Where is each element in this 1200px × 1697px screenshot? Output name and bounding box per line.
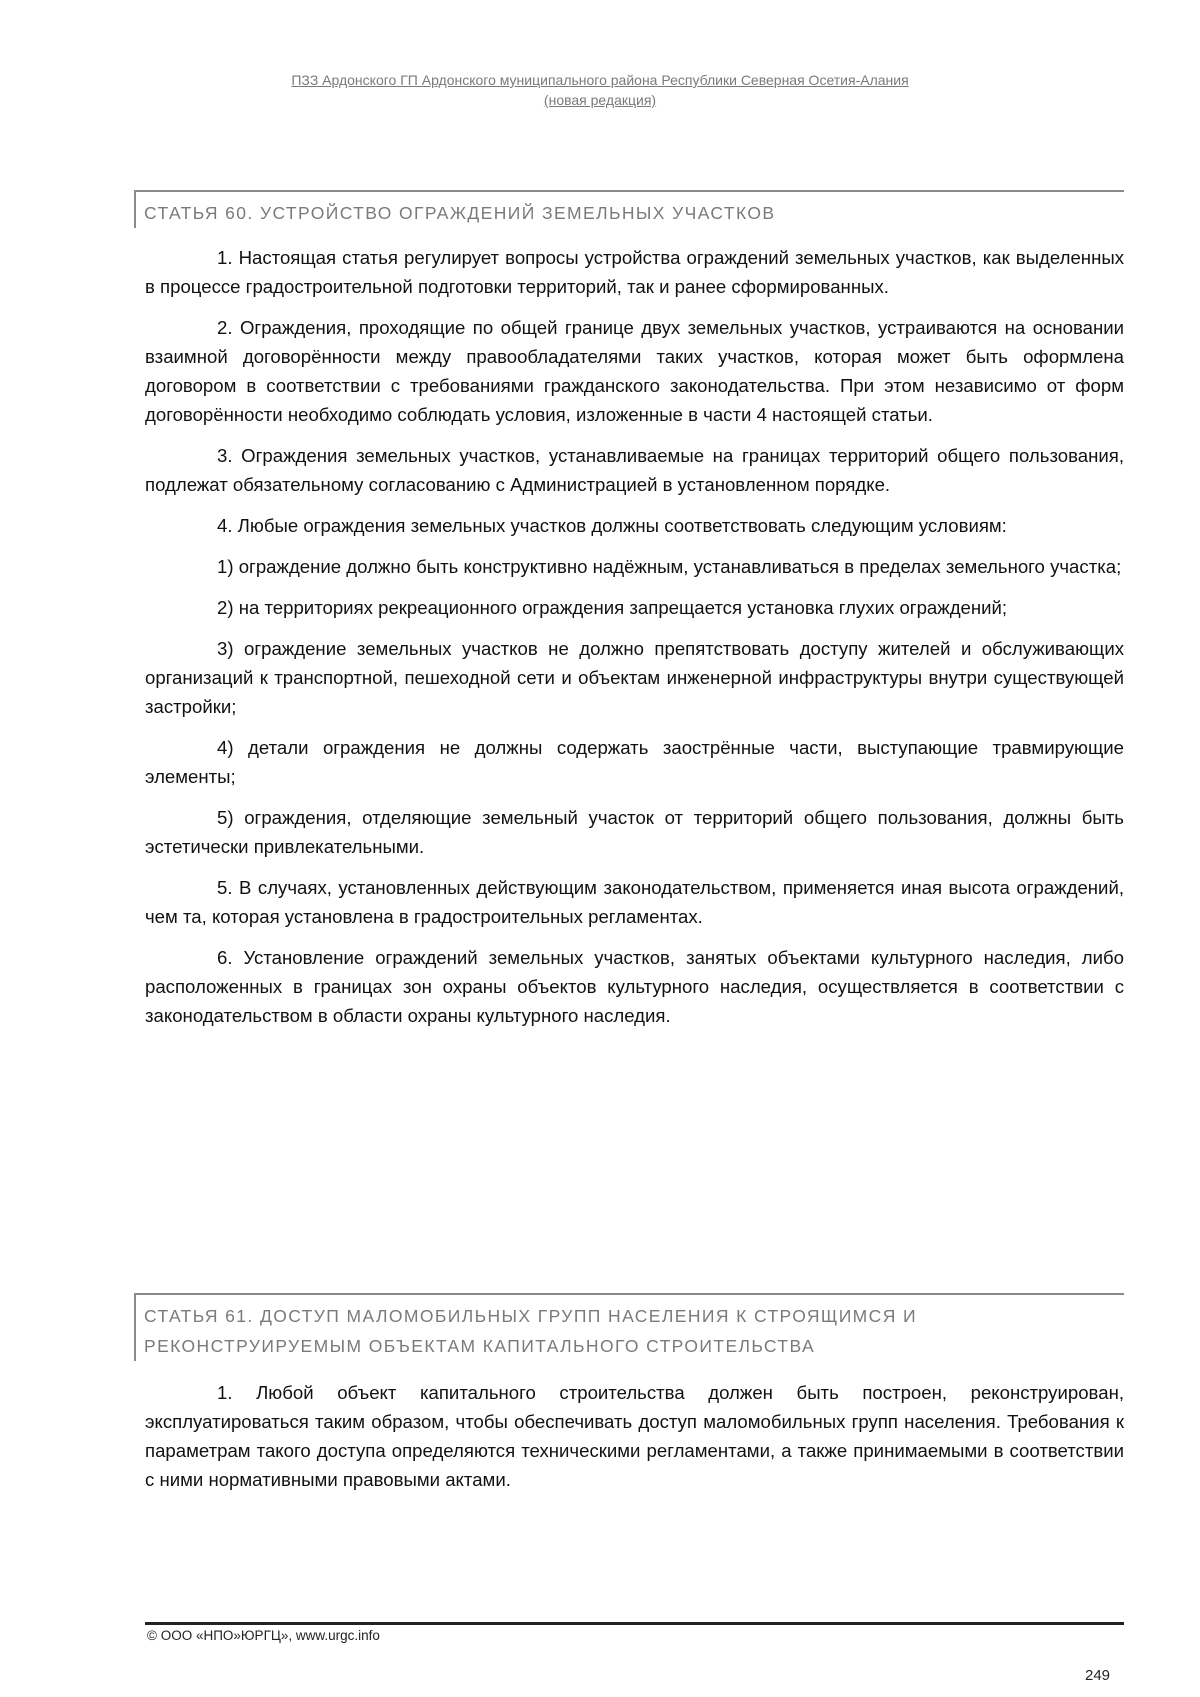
article-61-paragraph: 1. Любой объект капитального строительства должен быть построен, реконструирован, эксплуатироваться таким образом, чтобы обеспечивать доступ маломобильных групп населения. Требования к параметрам такого доступа определяются техническими регламентами, а также принимаемыми в соответствии с ними нормативными правовыми актами. [145,1382,1124,1490]
article-60-title: СТАТЬЯ 60. УСТРОЙСТВО ОГРАЖДЕНИЙ ЗЕМЕЛЬНЫХ УЧАСТКОВ [134,190,1124,228]
article-60-paragraph: 1) ограждение должно быть конструктивно надёжным, устанавливаться в пределах земельного участка; [217,556,1122,577]
article-61-title: СТАТЬЯ 61. ДОСТУП МАЛОМОБИЛЬНЫХ ГРУПП НАСЕЛЕНИЯ К СТРОЯЩИМСЯ И РЕКОНСТРУИРУЕМЫМ ОБЪЕКТАМ КАПИТАЛЬНОГО СТРОИТЕЛЬСТВА [134,1293,1124,1361]
article-60-paragraph: 5) ограждения, отделяющие земельный участок от территорий общего пользования, должны быть эстетически привлекательными. [145,807,1124,857]
article-60-paragraph: 2) на территориях рекреационного ограждения запрещается установка глухих ограждений; [217,597,1008,618]
footer-copyright: © ООО «НПО»ЮРГЦ», www.urgc.info [147,1628,380,1643]
page-number: 249 [1085,1667,1111,1684]
article-60-paragraph: 3. Ограждения земельных участков, устанавливаемые на границах территорий общего пользования, подлежат обязательному согласованию с Администрацией в установленном порядке. [145,445,1124,495]
article-60-paragraph: 4. Любые ограждения земельных участков должны соответствовать следующим условиям: [217,515,1007,536]
article-60-paragraph: 4) детали ограждения не должны содержать заострённые части, выступающие травмирующие элементы; [145,737,1124,787]
header-line-1: ПЗЗ Ардонского ГП Ардонского муниципального района Республики Северная Осетия-Алания [291,72,909,88]
article-60-body [145,243,1124,1042]
article-60-paragraph: 6. Установление ограждений земельных участков, занятых объектами культурного наследия, либо расположенных в границах зон охраны объектов культурного наследия, осуществляется в соответствии с законодательством в области охраны культурного наследия. [145,947,1124,1026]
article-60-paragraph: 3) ограждение земельных участков не должно препятствовать доступу жителей и обслуживающих организаций к транспортной, пешеходной сети и объектам инженерной инфраструктуры внутри существующей застройки; [145,638,1124,717]
article-60-paragraph: 1. Настоящая статья регулирует вопросы устройства ограждений земельных участков, как выделенных в процессе градостроительной подготовки территорий, так и ранее сформированных. [145,247,1124,297]
footer-divider [145,1622,1124,1625]
article-61-body [145,1378,1124,1506]
running-header [0,70,1200,110]
header-line-2: (новая редакция) [543,92,657,108]
article-60-paragraph: 5. В случаях, установленных действующим законодательством, применяется иная высота ограждений, чем та, которая установлена в градостроительных регламентах. [145,877,1124,927]
article-60-paragraph: 2. Ограждения, проходящие по общей границе двух земельных участков, устраиваются на основании взаимной договорённости между правообладателями таких участков, которая может быть оформлена договором в соответствии с требованиями гражданского законодательства. При этом независимо от форм договорённости необходимо соблюдать условия, изложенные в части 4 настоящей статьи. [145,317,1124,425]
